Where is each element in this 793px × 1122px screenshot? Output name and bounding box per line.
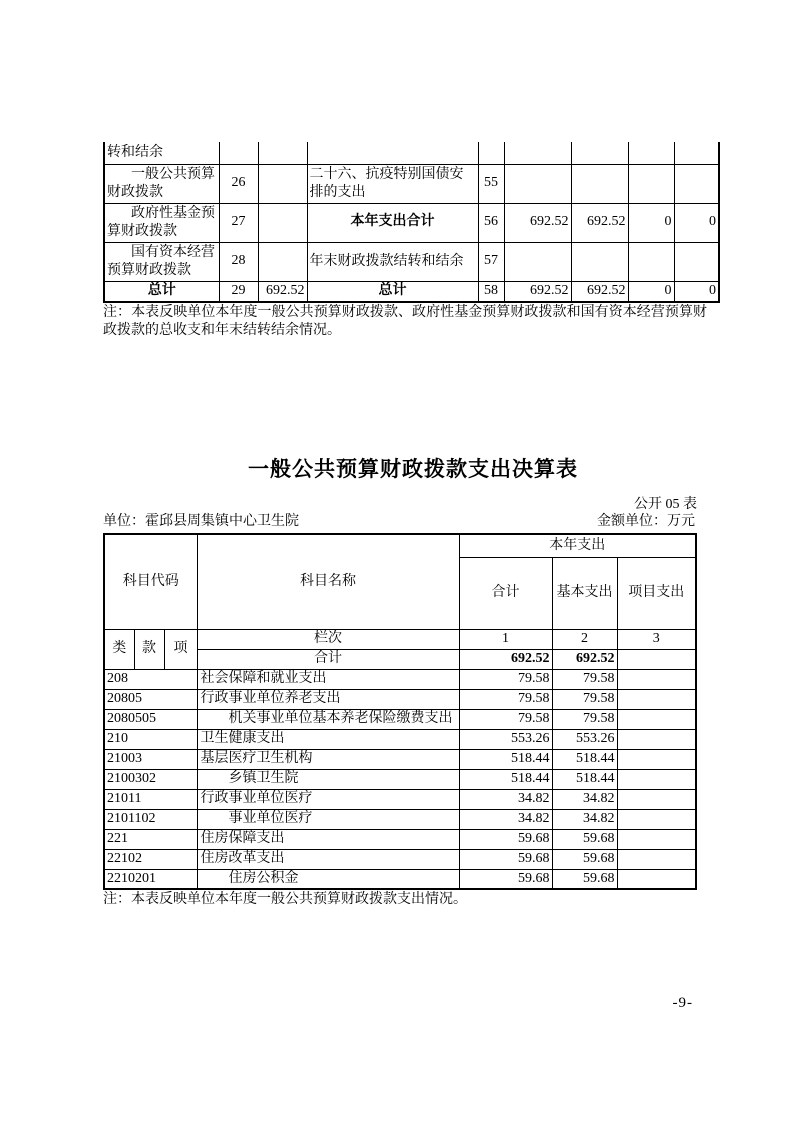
amount-cell: [617, 749, 696, 769]
amount-cell: [617, 709, 696, 729]
column-number-cell: 2: [552, 629, 617, 649]
label-cell: 转和结余: [104, 142, 219, 164]
label-cell: 一般公共预算财政拨款: [104, 164, 219, 203]
amount-cell: [617, 769, 696, 789]
page-number: -9-: [672, 995, 693, 1011]
total-row-label: 合计: [197, 649, 459, 669]
label-cell: [307, 142, 478, 164]
total-header: 合计: [459, 557, 552, 629]
subject-name-cell: 卫生健康支出: [197, 729, 459, 749]
table-row: [104, 164, 719, 203]
meta-row: [103, 510, 695, 530]
subject-name-cell: 乡镇卫生院: [197, 769, 459, 789]
line-no-cell: 27: [219, 203, 258, 242]
amount-cell: [617, 789, 696, 809]
total-label-cell: 总计: [307, 281, 478, 302]
amount-cell: [617, 869, 696, 889]
amount-cell: 0: [674, 281, 719, 302]
subject-code-cell: 22102: [104, 849, 197, 869]
table-row: [104, 281, 719, 302]
amount-cell: [258, 164, 307, 203]
summary-table-note: 注：本表反映单位本年度一般公共预算财政拨款、政府性基金预算财政拨款和国有资本经营预算财政拨款的总收支和年末结转结余情况。: [103, 305, 707, 338]
amount-cell: [258, 203, 307, 242]
amount-cell: [674, 164, 719, 203]
subject-name-cell: 行政事业单位养老支出: [197, 689, 459, 709]
amount-cell: [674, 242, 719, 281]
table-row: [104, 242, 719, 281]
line-no-cell: 58: [478, 281, 504, 302]
amount-cell: 34.82: [552, 789, 617, 809]
class-header: 类: [104, 629, 134, 669]
table-row: [104, 849, 696, 869]
summary-table-continuation: [103, 142, 720, 303]
amount-cell: 692.52: [504, 203, 571, 242]
org-unit-label: 单位：霍邱县周集镇中心卫生院: [103, 514, 299, 529]
amount-cell: [617, 689, 696, 709]
project-expenditure-header: 项目支出: [617, 557, 696, 629]
amount-cell: 59.68: [459, 849, 552, 869]
line-no-cell: [478, 142, 504, 164]
amount-cell: [617, 809, 696, 829]
amount-cell: 59.68: [552, 869, 617, 889]
table-row: [104, 669, 696, 689]
subject-name-cell: 基层医疗卫生机构: [197, 749, 459, 769]
amount-cell: [617, 849, 696, 869]
column-number-cell: 1: [459, 629, 552, 649]
amount-cell: 79.58: [552, 709, 617, 729]
line-no-cell: 28: [219, 242, 258, 281]
amount-cell: [571, 242, 628, 281]
amount-cell: 692.52: [258, 281, 307, 302]
amount-cell: 518.44: [552, 749, 617, 769]
amount-cell: [504, 164, 571, 203]
amount-cell: 79.58: [459, 669, 552, 689]
table-row: [104, 203, 719, 242]
current-year-expenditure-header: 本年支出: [459, 534, 696, 557]
table-row: [104, 789, 696, 809]
item-header: 项: [164, 629, 197, 669]
amount-cell: 34.82: [459, 809, 552, 829]
amount-cell: [617, 669, 696, 689]
table-code-label: 公开 05 表: [634, 497, 697, 512]
amount-cell: [571, 142, 628, 164]
amount-cell: [617, 829, 696, 849]
amount-cell: 34.82: [459, 789, 552, 809]
amount-cell: 0: [674, 203, 719, 242]
column-index-row: [104, 629, 696, 649]
line-no-cell: 29: [219, 281, 258, 302]
subject-name-cell: 社会保障和就业支出: [197, 669, 459, 689]
amount-cell: 0: [628, 281, 674, 302]
amount-cell: 518.44: [459, 769, 552, 789]
section-header: 款: [134, 629, 164, 669]
amount-cell: 34.82: [552, 809, 617, 829]
subject-name-cell: 住房保障支出: [197, 829, 459, 849]
amount-cell: 0: [628, 203, 674, 242]
amount-cell: [504, 242, 571, 281]
subject-name-cell: 住房公积金: [197, 869, 459, 889]
line-no-cell: 56: [478, 203, 504, 242]
amount-cell: 553.26: [459, 729, 552, 749]
subject-name-cell: 行政事业单位医疗: [197, 789, 459, 809]
amount-cell: [258, 242, 307, 281]
amount-cell: 59.68: [459, 829, 552, 849]
basic-expenditure-header: 基本支出: [552, 557, 617, 629]
line-no-cell: 57: [478, 242, 504, 281]
table-row: [104, 749, 696, 769]
amount-cell: [258, 142, 307, 164]
amount-cell: 692.52: [552, 649, 617, 669]
label-cell: 二十六、抗疫特别国债安排的支出: [307, 164, 478, 203]
report-title: 一般公共预算财政拨款支出决算表: [248, 458, 578, 481]
amount-cell: 79.58: [459, 709, 552, 729]
subject-code-cell: 2210201: [104, 869, 197, 889]
subject-code-cell: 21011: [104, 789, 197, 809]
subject-code-cell: 2100302: [104, 769, 197, 789]
amount-cell: 518.44: [552, 769, 617, 789]
subject-code-cell: 2101102: [104, 809, 197, 829]
amount-cell: 79.58: [459, 689, 552, 709]
expenditure-table-note: 注：本表反映单位本年度一般公共预算财政拨款支出情况。: [103, 892, 467, 907]
subject-code-cell: 210: [104, 729, 197, 749]
label-cell: 本年支出合计: [307, 203, 478, 242]
amount-cell: 79.58: [552, 689, 617, 709]
table-row: [104, 709, 696, 729]
subject-code-cell: 2080505: [104, 709, 197, 729]
subject-name-cell: 事业单位医疗: [197, 809, 459, 829]
amount-cell: 59.68: [459, 869, 552, 889]
total-label-cell: 总计: [104, 281, 219, 302]
subject-code-cell: 21003: [104, 749, 197, 769]
amount-cell: [674, 142, 719, 164]
amount-cell: [617, 649, 696, 669]
amount-cell: [571, 164, 628, 203]
line-no-cell: 26: [219, 164, 258, 203]
amount-cell: 692.52: [571, 281, 628, 302]
table-row: [104, 689, 696, 709]
subject-code-cell: 221: [104, 829, 197, 849]
subject-code-cell: 208: [104, 669, 197, 689]
amount-cell: 553.26: [552, 729, 617, 749]
amount-cell: [628, 164, 674, 203]
column-number-cell: 3: [617, 629, 696, 649]
subject-code-cell: 20805: [104, 689, 197, 709]
subject-code-header: 科目代码: [104, 534, 197, 629]
amount-cell: 59.68: [552, 849, 617, 869]
amount-cell: 692.52: [571, 203, 628, 242]
table-row: [104, 809, 696, 829]
amount-unit-label: 金额单位：万元: [597, 514, 695, 529]
label-cell: 国有资本经营预算财政拨款: [104, 242, 219, 281]
amount-cell: 79.58: [552, 669, 617, 689]
line-no-cell: 55: [478, 164, 504, 203]
amount-cell: 59.68: [552, 829, 617, 849]
subject-name-cell: 住房改革支出: [197, 849, 459, 869]
amount-cell: 692.52: [459, 649, 552, 669]
table-row: [104, 829, 696, 849]
subject-name-cell: 机关事业单位基本养老保险缴费支出: [197, 709, 459, 729]
column-label-cell: 栏次: [197, 629, 459, 649]
line-no-cell: [219, 142, 258, 164]
amount-cell: [617, 729, 696, 749]
amount-cell: 692.52: [504, 281, 571, 302]
table-row: [104, 729, 696, 749]
amount-cell: [628, 242, 674, 281]
amount-cell: 518.44: [459, 749, 552, 769]
label-cell: 年末财政拨款结转和结余: [307, 242, 478, 281]
expenditure-table: [103, 533, 697, 890]
header-row: [104, 534, 696, 557]
table-row: [104, 769, 696, 789]
amount-cell: [504, 142, 571, 164]
label-cell: 政府性基金预算财政拨款: [104, 203, 219, 242]
table-row: [104, 869, 696, 889]
amount-cell: [628, 142, 674, 164]
subject-name-header: 科目名称: [197, 534, 459, 629]
table-row: [104, 142, 719, 164]
